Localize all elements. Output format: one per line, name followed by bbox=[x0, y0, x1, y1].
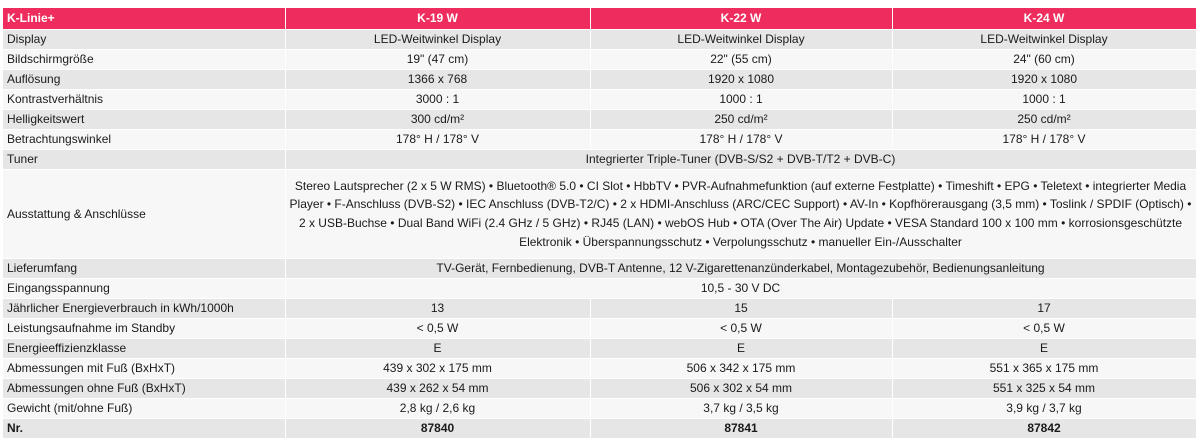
row-label: Abmessungen mit Fuß (BxHxT) bbox=[3, 359, 285, 379]
cell-value: LED-Weitwinkel Display bbox=[285, 30, 590, 50]
cell-value: 551 x 325 x 54 mm bbox=[892, 379, 1196, 399]
table-row bbox=[3, 359, 1196, 379]
cell-value: 1920 x 1080 bbox=[590, 70, 892, 90]
row-label: Helligkeitswert bbox=[3, 110, 285, 130]
cell-value: 15 bbox=[590, 299, 892, 319]
row-label: Kontrastverhältnis bbox=[3, 90, 285, 110]
table-row bbox=[3, 50, 1196, 70]
article-number: 87840 bbox=[285, 419, 590, 439]
table-row bbox=[3, 70, 1196, 90]
row-label: Tuner bbox=[3, 150, 285, 170]
cell-value: 10,5 - 30 V DC bbox=[285, 279, 1196, 299]
cell-value: 17 bbox=[892, 299, 1196, 319]
cell-value: 178° H / 178° V bbox=[285, 130, 590, 150]
article-number: 87842 bbox=[892, 419, 1196, 439]
cell-value: 250 cd/m² bbox=[892, 110, 1196, 130]
row-label: Betrachtungswinkel bbox=[3, 130, 285, 150]
model-k22w: K-22 W bbox=[590, 8, 892, 30]
row-label: Bildschirmgröße bbox=[3, 50, 285, 70]
header-row bbox=[3, 8, 1196, 30]
row-label: Gewicht (mit/ohne Fuß) bbox=[3, 399, 285, 419]
cell-value: 1000 : 1 bbox=[590, 90, 892, 110]
row-label: Display bbox=[3, 30, 285, 50]
spec-table bbox=[3, 8, 1197, 439]
cell-value: 3,7 kg / 3,5 kg bbox=[590, 399, 892, 419]
table-row bbox=[3, 279, 1196, 299]
cell-value: 2,8 kg / 2,6 kg bbox=[285, 399, 590, 419]
table-row bbox=[3, 90, 1196, 110]
cell-value: 506 x 302 x 54 mm bbox=[590, 379, 892, 399]
cell-value: 178° H / 178° V bbox=[892, 130, 1196, 150]
table-row bbox=[3, 150, 1196, 170]
row-label: Auflösung bbox=[3, 70, 285, 90]
cell-value: 178° H / 178° V bbox=[590, 130, 892, 150]
table-row bbox=[3, 30, 1196, 50]
cell-value: 1920 x 1080 bbox=[892, 70, 1196, 90]
cell-value: 551 x 365 x 175 mm bbox=[892, 359, 1196, 379]
cell-value: 506 x 342 x 175 mm bbox=[590, 359, 892, 379]
row-label: Nr. bbox=[3, 419, 285, 439]
table-row bbox=[3, 110, 1196, 130]
article-number: 87841 bbox=[590, 419, 892, 439]
cell-value: E bbox=[892, 339, 1196, 359]
cell-value: 439 x 262 x 54 mm bbox=[285, 379, 590, 399]
cell-value: < 0,5 W bbox=[892, 319, 1196, 339]
cell-value: 250 cd/m² bbox=[590, 110, 892, 130]
cell-value: < 0,5 W bbox=[590, 319, 892, 339]
table-row bbox=[3, 130, 1196, 150]
cell-value: 439 x 302 x 175 mm bbox=[285, 359, 590, 379]
cell-value: 1366 x 768 bbox=[285, 70, 590, 90]
row-label: Ausstattung & Anschlüsse bbox=[3, 170, 285, 259]
row-label: Abmessungen ohne Fuß (BxHxT) bbox=[3, 379, 285, 399]
cell-value: Integrierter Triple-Tuner (DVB-S/S2 + DVB-T/T2 + DVB-C) bbox=[285, 150, 1196, 170]
cell-value: 24" (60 cm) bbox=[892, 50, 1196, 70]
cell-value: 19" (47 cm) bbox=[285, 50, 590, 70]
table-row bbox=[3, 299, 1196, 319]
row-label: Leistungsaufnahme im Standby bbox=[3, 319, 285, 339]
table-row bbox=[3, 259, 1196, 279]
cell-value: 1000 : 1 bbox=[892, 90, 1196, 110]
model-k24w: K-24 W bbox=[892, 8, 1196, 30]
cell-value: E bbox=[285, 339, 590, 359]
model-k19w: K-19 W bbox=[285, 8, 590, 30]
cell-value: 3000 : 1 bbox=[285, 90, 590, 110]
cell-value: LED-Weitwinkel Display bbox=[590, 30, 892, 50]
table-row bbox=[3, 379, 1196, 399]
table-row bbox=[3, 339, 1196, 359]
cell-value: 13 bbox=[285, 299, 590, 319]
cell-value: 22" (55 cm) bbox=[590, 50, 892, 70]
features-text: Stereo Lautsprecher (2 x 5 W RMS) • Bluetooth® 5.0 • CI Slot • HbbTV • PVR-Aufnahmefunktion (auf externe Festplatte) • Timeshift • EPG • Teletext • integrierter Media Player • F-Anschluss (DVB-S2) • IEC Anschluss (DVB-T2/C) • 2 x HDMI-Anschluss (ARC/CEC Support) • AV-In • Kopfhörerausgang (3,5 mm) • Toslink / SPDIF (Optisch) • 2 x USB-Buchse • Dual Band WiFi (2.4 GHz / 5 GHz) • RJ45 (LAN) • webOS Hub • OTA (Over The Air) Update • VESA Standard 100 x 100 mm • korrosionsgeschützte Elektronik • Überspannungsschutz • Verpolungsschutz • manueller Ein-/Ausschalter bbox=[285, 170, 1196, 259]
series-name: K-Linie+ bbox=[3, 8, 285, 30]
table-row bbox=[3, 399, 1196, 419]
cell-value: 300 cd/m² bbox=[285, 110, 590, 130]
cell-value: 3,9 kg / 3,7 kg bbox=[892, 399, 1196, 419]
cell-value: TV-Gerät, Fernbedienung, DVB-T Antenne, 12 V-Zigarettenanzünderkabel, Montagezubehör, Bedienungsanleitung bbox=[285, 259, 1196, 279]
row-label: Jährlicher Energieverbrauch in kWh/1000h bbox=[3, 299, 285, 319]
article-number-row bbox=[3, 419, 1196, 439]
cell-value: LED-Weitwinkel Display bbox=[892, 30, 1196, 50]
cell-value: < 0,5 W bbox=[285, 319, 590, 339]
cell-value: E bbox=[590, 339, 892, 359]
table-row bbox=[3, 170, 1196, 259]
row-label: Eingangsspannung bbox=[3, 279, 285, 299]
row-label: Lieferumfang bbox=[3, 259, 285, 279]
row-label: Energieeffizienzklasse bbox=[3, 339, 285, 359]
table-row bbox=[3, 319, 1196, 339]
